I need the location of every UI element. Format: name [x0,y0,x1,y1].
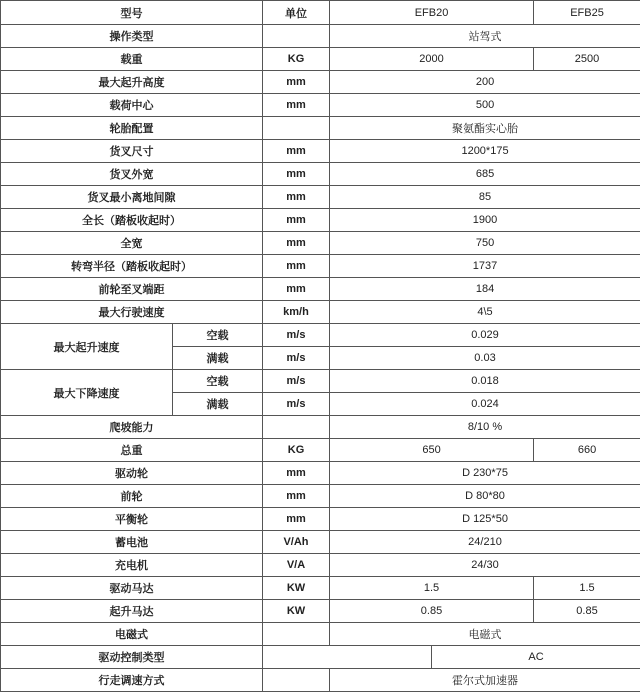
row-sub-label: 满载 [173,393,263,416]
row-label: 爬坡能力 [1,416,263,439]
row-label: 操作类型 [1,25,263,48]
row-value: 750 [330,232,640,255]
table-row [1,554,640,577]
row-label: 全宽 [1,232,263,255]
row-value: 4\5 [330,301,640,324]
row-value: 24/210 [330,531,640,554]
row-unit: m/s [263,324,330,347]
table-row [1,485,640,508]
table-row [1,646,640,669]
row-value: 85 [330,186,640,209]
row-label: 载重 [1,48,263,71]
table-row [1,508,640,531]
row-label: 最大起升高度 [1,71,263,94]
row-unit: mm [263,71,330,94]
row-label: 货叉最小离地间隙 [1,186,263,209]
row-value: 0.03 [330,347,640,370]
row-value: D 125*50 [330,508,640,531]
row-group-label: 最大下降速度 [1,370,173,416]
row-value: 200 [330,71,640,94]
table-row [1,669,640,692]
row-unit: m/s [263,370,330,393]
row-unit: mm [263,163,330,186]
header-unit: 单位 [263,1,330,25]
row-label: 驱动马达 [1,577,263,600]
row-value-efb20: 0.85 [330,600,534,623]
row-value: D 80*80 [330,485,640,508]
row-label: 货叉尺寸 [1,140,263,163]
row-unit [263,623,330,646]
table-row [1,48,640,71]
row-sub-label: 满载 [173,347,263,370]
row-unit: KW [263,600,330,623]
row-label: 货叉外宽 [1,163,263,186]
row-label: 前轮至叉端距 [1,278,263,301]
row-sub-label: 空载 [173,324,263,347]
row-unit: mm [263,140,330,163]
row-value-efb20: 650 [330,439,534,462]
row-unit: mm [263,255,330,278]
row-unit: mm [263,462,330,485]
row-label: 驱动控制类型 [1,646,263,669]
table-row [1,278,640,301]
row-value: 霍尔式加速器 [330,669,640,692]
row-value-efb20: 2000 [330,48,534,71]
row-label: 全长（踏板收起时） [1,209,263,232]
table-row [1,71,640,94]
row-unit: V/A [263,554,330,577]
row-value: 站驾式 [330,25,640,48]
row-unit: V/Ah [263,531,330,554]
row-label: 充电机 [1,554,263,577]
table-row [1,623,640,646]
row-unit [263,416,330,439]
row-group-label: 最大起升速度 [1,324,173,370]
row-sub-label: 空载 [173,370,263,393]
row-label: 驱动轮 [1,462,263,485]
header-model-efb25: EFB25 [534,1,640,25]
row-value: 0.018 [330,370,640,393]
row-label: 前轮 [1,485,263,508]
row-unit: KW [263,577,330,600]
row-value-efb25: 0.85 [534,600,640,623]
table-row [1,301,640,324]
row-unit: m/s [263,347,330,370]
table-row [1,324,640,347]
row-label: 转弯半径（踏板收起时） [1,255,263,278]
row-value: 0.029 [330,324,640,347]
table-row [1,370,640,393]
row-unit: mm [263,94,330,117]
row-value-efb20: 1.5 [330,577,534,600]
row-value: D 230*75 [330,462,640,485]
row-label: 蓄电池 [1,531,263,554]
table-row [1,255,640,278]
row-value: 8/10 % [330,416,640,439]
row-value: AC [432,646,640,669]
table-row [1,462,640,485]
row-unit: KG [263,439,330,462]
row-value-efb25: 660 [534,439,640,462]
row-unit: mm [263,232,330,255]
row-value: 184 [330,278,640,301]
row-value-efb25: 2500 [534,48,640,71]
table-row [1,416,640,439]
table-header-row [1,1,640,25]
table-row [1,94,640,117]
table-row [1,232,640,255]
row-label: 行走调速方式 [1,669,263,692]
table-row [1,140,640,163]
row-label: 总重 [1,439,263,462]
table-row [1,531,640,554]
row-value-efb25: 1.5 [534,577,640,600]
row-value: 685 [330,163,640,186]
row-unit: m/s [263,393,330,416]
row-value: 1737 [330,255,640,278]
row-unit [263,25,330,48]
row-value: 0.024 [330,393,640,416]
row-unit: mm [263,278,330,301]
row-label: 电磁式 [1,623,263,646]
header-model: 型号 [1,1,263,25]
row-value: 电磁式 [330,623,640,646]
row-label: 轮胎配置 [1,117,263,140]
row-value: 1900 [330,209,640,232]
table-row [1,117,640,140]
row-label: 平衡轮 [1,508,263,531]
row-label: 载荷中心 [1,94,263,117]
row-unit: km/h [263,301,330,324]
row-unit: KG [263,48,330,71]
row-unit: mm [263,485,330,508]
row-unit [263,669,330,692]
row-value: 聚氨酯实心胎 [330,117,640,140]
row-value: 1200*175 [330,140,640,163]
table-row [1,439,640,462]
row-unit [263,117,330,140]
header-model-efb20: EFB20 [330,1,534,25]
row-unit: mm [263,209,330,232]
table-row [1,25,640,48]
row-unit: mm [263,186,330,209]
row-value: 500 [330,94,640,117]
table-row [1,600,640,623]
table-row [1,186,640,209]
table-row [1,209,640,232]
row-label: 最大行驶速度 [1,301,263,324]
row-unit [263,646,432,669]
row-unit: mm [263,508,330,531]
row-label: 起升马达 [1,600,263,623]
table-row [1,163,640,186]
row-value: 24/30 [330,554,640,577]
table-row [1,577,640,600]
